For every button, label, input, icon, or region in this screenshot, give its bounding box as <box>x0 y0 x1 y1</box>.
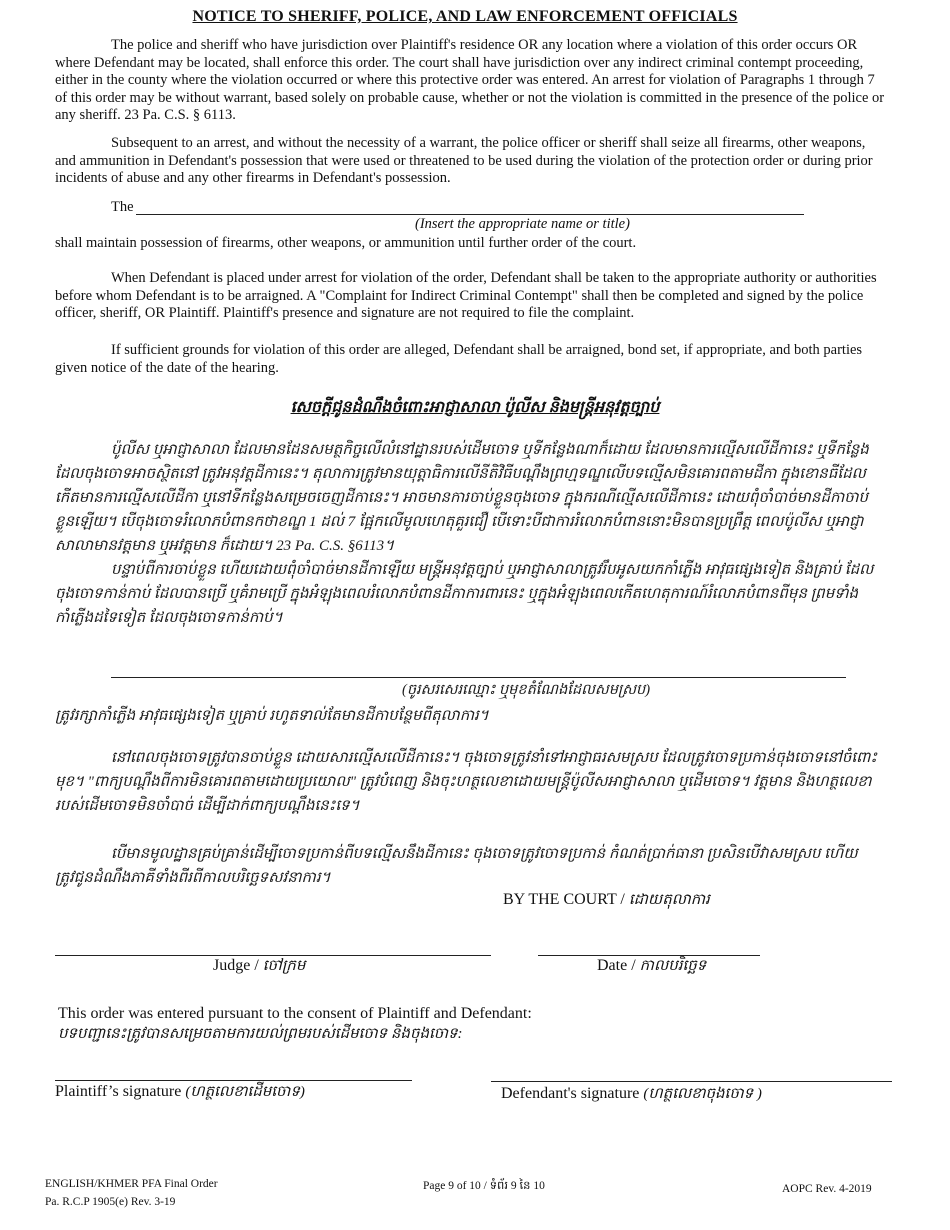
khmer-paragraph-5: បើមានមូលដ្ឋានគ្រប់គ្រាន់ដើម្បីចោទប្រកាន់ពីបទល្មើសនឹងដីកានេះ ចុងចោទត្រូវចោទប្រកាន់ កំណត់ប្រាក់ធានា ប្រសិនបើវាសមស្រប ហើយត្រូវជូនដំណឹងភាគីទាំងពីរពីកាលបរិច្ឆេទសវនាការ។ <box>55 846 858 886</box>
khmer-paragraph-2: បន្ទាប់ពីការចាប់ខ្លួន ហើយដោយពុំចាំបាច់មានដីកាឡើយ មន្ត្រីអនុវត្តច្បាប់ ឬអាជ្ញាសាលាត្រូវរឹបអូសយកកាំភ្លើង អាវុធផ្សេងទៀត និងគ្រាប់ ដែលចុងចោទកាន់កាប់ ដែលបានប្រើ ឬគំរាមប្រើ ក្នុងអំឡុងពេលរំលោភបំពានដីកាការពារនេះ ឬក្នុងអំឡុងពេលកើតហេតុការណ៍រំលោភបំពានពីមុន ព្រមទាំងកាំភ្លើងដទៃទៀត ដែលចុងចោទកាន់កាប់។ <box>55 562 874 626</box>
khmer-paragraph-4: នៅពេលចុងចោទត្រូវបានចាប់ខ្លួន ដោយសារល្មើសលើដីកានេះ។ ចុងចោទត្រូវនាំទៅអាជ្ញាធរសមស្រប ដែលត្រូវចោទប្រកាន់ចុងចោទនៅចំពោះមុខ។ "ពាក្យបណ្តឹងពីការមិនគោរពតាមដោយប្រយោល" ត្រូវបំពេញ និងចុះហត្ថលេខាដោយមន្ត្រីប៉ូលីសអាជ្ញាសាលា ឬដើមចោទ។ វត្តមាន និងហត្ថលេខារបស់ដើមចោទមិនចាំបាច់ ដើម្បីដាក់ពាក្យបណ្តឹងនេះទេ។ <box>55 750 878 814</box>
khmer-paragraph-3: ត្រូវរក្សាកាំភ្លើង អាវុធផ្សេងទៀត ឬគ្រាប់ រហូតទាល់តែមានដីកាបន្ថែមពីតុលាការ។ <box>55 708 489 724</box>
date-label: Date / កាលបរិច្ឆេទ <box>597 957 707 974</box>
notice-paragraph-1: The police and sheriff who have jurisdiction over Plaintiff's residence OR any location where a violation of this order occurs OR where Defendant may be located, shall enforce this order. The court shall have jurisdiction over any indirect criminal contempt proceeding, either in the county where the violation occurred or where this protective order was entered. An arrest for violation of Paragraphs 1 through 7 of this order may be without warrant, based solely on probable cause, whether or not the violation is committed in the presence of the police or any sheriff. 23 Pa. C.S. § 6113. <box>55 37 885 123</box>
notice-paragraph-5: If sufficient grounds for violation of this order are alleged, Defendant shall be arraigned, bond set, if appropriate, and both parties given notice of the date of the hearing. <box>55 342 863 376</box>
defendant-signature-label: Defendant's signature (ហត្ថលេខាចុងចោទ ) <box>501 1085 762 1102</box>
notice-paragraph-4: When Defendant is placed under arrest for violation of the order, Defendant shall be taken to the appropriate authority or authorities before whom Defendant is to be arraigned. A "Complaint for Indirect Criminal Contempt" shall then be completed and signed by the police officer, sheriff, OR Plaintiff. Plaintiff's presence and signature are not required to file the complaint. <box>55 270 877 321</box>
defendant-signature-line[interactable] <box>491 1081 892 1082</box>
footer-aopc: AOPC Rev. 4-2019 <box>782 1183 872 1195</box>
by-the-court: BY THE COURT / ដោយតុលាការ <box>503 891 710 908</box>
notice-title: NOTICE TO SHERIFF, POLICE, AND LAW ENFORCEMENT OFFICIALS <box>192 8 738 25</box>
authority-name-line <box>136 214 804 215</box>
footer-form-name: ENGLISH/KHMER PFA Final Order <box>45 1178 218 1190</box>
insert-name-caption: (Insert the appropriate name or title) <box>415 216 630 232</box>
footer-rule: Pa. R.C.P 1905(e) Rev. 3-19 <box>45 1196 176 1208</box>
the-label: The <box>111 199 134 215</box>
consent-statement-khmer: បទបញ្ជានេះត្រូវបានសម្រេចតាមការយល់ព្រមរបស់ដើមចោទ និងចុងចោទ: <box>58 1026 463 1042</box>
consent-statement: This order was entered pursuant to the consent of Plaintiff and Defendant: <box>58 1005 532 1022</box>
footer-page-number: Page 9 of 10 / ទំព័រ 9 នៃ 10 <box>423 1180 545 1192</box>
khmer-paragraph-1: ប៉ូលីស ឬអាជ្ញាសាលា ដែលមានដែនសមត្ថកិច្ចលើលំនៅដ្ឋានរបស់ដើមចោទ ឬទីកន្លែងណាក៏ដោយ ដែលមានការល្មើសលើដីកានេះ ឬទីកន្លែងដែលចុងចោទអាចស្ថិតនៅ ត្រូវអនុវត្តដីកានេះ។ តុលាការត្រូវមានយុត្តាធិការលើនីតិវិធីបណ្តឹងព្រហ្មទណ្ឌលើបទល្មើសមិនគោរពតាមដីកា ក្នុងខោនធីដែលកើតមានការល្មើសលើដីកា ឬនៅទីកន្លែងសម្រេចចេញដីកានេះ។ អាចមានការចាប់ខ្លួនចុងចោទ ក្នុងករណីល្មើសលើដីកានេះ ដោយពុំចាំបាច់មានដីកាចាប់ខ្លួនឡើយ។ បើចុងចោទរំលោភបំពានកថាខណ្ឌ 1 ដល់ 7 ផ្អែកលើមូលហេតុគួរជឿ បើទោះបីជាការរំលោភបំពាននោះមិនបានប្រព្រឹត្ត ពេលប៉ូលីស ឬអាជ្ញាសាលាមានវត្តមាន ឬអវត្តមាន ក៏ដោយ។ 23 Pa. C.S. §6113។ <box>55 442 869 554</box>
notice-paragraph-2: Subsequent to an arrest, and without the necessity of a warrant, the police officer or sheriff shall seize all firearms, other weapons, and ammunition in Defendant's possession that were used or threatened to be used during the violation of the protection order or during prior incidents of abuse and any other firearms in Defendant's possession. <box>55 135 873 186</box>
plaintiff-signature-line[interactable] <box>55 1080 412 1081</box>
judge-label: Judge / ចៅក្រម <box>213 957 306 974</box>
khmer-name-caption: (ចូរសរសេរឈ្មោះ ឬមុខតំណែងដែលសមស្រប) <box>402 682 651 698</box>
footer-form-info <box>45 1175 218 1211</box>
khmer-notice-title: សេចក្តីជូនដំណឹងចំពោះអាជ្ញាសាលា ប៉ូលីស និងមន្ត្រីអនុវត្តច្បាប់ <box>290 399 660 416</box>
notice-paragraph-3: shall maintain possession of firearms, other weapons, or ammunition until further order of the court. <box>55 235 637 251</box>
plaintiff-signature-label: Plaintiff’s signature (ហត្ថលេខាដើមចោទ) <box>55 1083 305 1100</box>
